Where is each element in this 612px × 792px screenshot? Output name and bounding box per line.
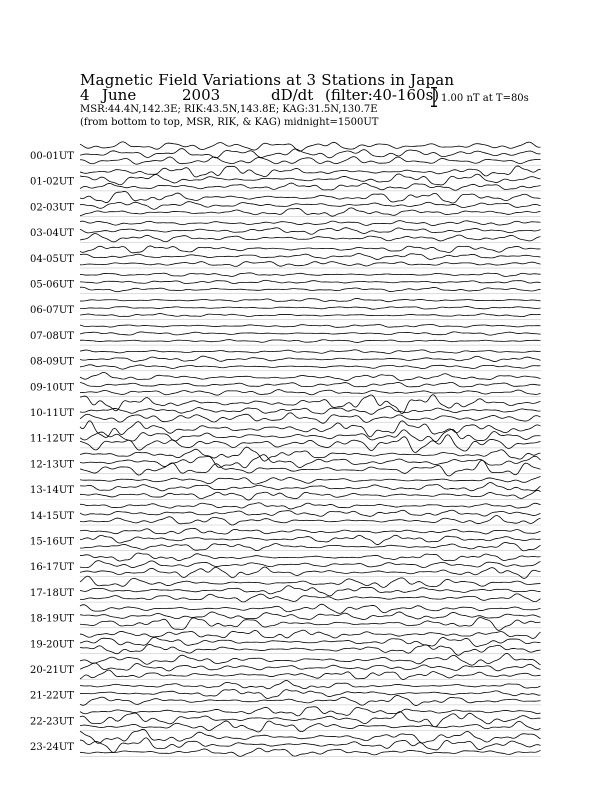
trace-kag <box>80 166 541 177</box>
trace-rik <box>80 149 541 158</box>
trace-kag <box>80 447 541 461</box>
date-year: 2003 <box>182 86 221 104</box>
trace-kag <box>80 372 541 380</box>
trace-msr <box>80 183 541 190</box>
date-month: June <box>102 86 137 104</box>
trace-rik <box>80 174 541 185</box>
trace-msr <box>80 594 541 602</box>
trace-rik <box>80 332 541 335</box>
trace-rik <box>80 586 541 596</box>
trace-kag <box>80 298 541 301</box>
trace-msr <box>80 516 541 525</box>
hour-label: 10-11UT <box>30 408 74 419</box>
trace-rik <box>80 254 541 260</box>
hour-label: 12-13UT <box>30 459 74 471</box>
hour-label: 02-03UT <box>30 202 74 214</box>
trace-kag <box>80 654 541 666</box>
hour-label: 01-02UT <box>30 176 74 188</box>
hour-label: 11-12UT <box>30 433 74 445</box>
trace-kag <box>80 350 541 354</box>
trace-order-note: (from bottom to top, MSR, RIK, & KAG) midnight=1500UT <box>80 117 379 128</box>
trace-rik <box>80 202 541 210</box>
trace-msr <box>80 670 541 679</box>
trace-msr <box>80 696 541 706</box>
trace-kag <box>80 273 541 277</box>
hour-label: 08-09UT <box>30 356 74 368</box>
station-coordinates: MSR:44.4N,142.3E; RIK:43.5N,143.8E; KAG:31.5N,130.7E <box>80 104 378 115</box>
quantity-label: dD/dt <box>271 86 314 104</box>
trace-msr <box>80 390 541 396</box>
filter-label: (filter:40-160s) <box>325 86 440 104</box>
trace-rik <box>80 280 541 283</box>
trace-kag <box>80 576 541 587</box>
trace-kag <box>80 246 541 253</box>
trace-msr <box>80 543 541 551</box>
trace-kag <box>80 476 541 484</box>
trace-rik <box>80 429 541 441</box>
hour-label: 18-19UT <box>30 613 74 625</box>
trace-kag <box>80 324 541 327</box>
trace-msr <box>80 262 541 267</box>
trace-rik <box>80 455 541 468</box>
trace-kag <box>80 142 541 151</box>
trace-msr <box>80 157 541 164</box>
hour-label: 03-04UT <box>30 228 74 240</box>
scale-label: 1.00 nT at T=80s <box>441 93 529 104</box>
hour-label: 22-23UT <box>30 716 74 728</box>
trace-rik <box>80 356 541 361</box>
trace-rik <box>80 382 541 386</box>
hour-label: 19-20UT <box>30 639 74 651</box>
trace-msr <box>80 435 541 453</box>
trace-kag <box>80 528 541 534</box>
trace-msr <box>80 413 541 424</box>
trace-kag <box>80 604 541 613</box>
hour-label: 05-06UT <box>30 279 74 291</box>
trace-msr <box>80 365 541 369</box>
hour-label: 07-08UT <box>30 330 74 342</box>
chart-title: Magnetic Field Variations at 3 Stations in Japan <box>80 71 455 89</box>
trace-msr <box>80 287 541 292</box>
trace-kag <box>80 707 541 716</box>
trace-msr <box>80 234 541 242</box>
trace-msr <box>80 490 541 500</box>
hour-label: 06-07UT <box>30 305 74 317</box>
trace-rik <box>80 690 541 699</box>
date-day: 4 <box>80 86 90 104</box>
trace-msr <box>80 567 541 578</box>
hour-label: 13-14UT <box>30 485 74 497</box>
trace-msr <box>80 314 541 317</box>
trace-rik <box>80 307 541 310</box>
trace-kag <box>80 553 541 561</box>
trace-kag <box>80 191 541 203</box>
trace-kag <box>80 630 541 638</box>
trace-msr <box>80 208 541 216</box>
hour-label: 14-15UT <box>30 510 74 522</box>
trace-rik <box>80 612 541 620</box>
hour-label: 04-05UT <box>30 253 74 265</box>
trace-rik <box>80 228 541 235</box>
trace-rik <box>80 738 541 753</box>
hour-label: 00-01UT <box>30 151 74 162</box>
hour-label: 09-10UT <box>30 382 74 394</box>
hour-label: 17-18UT <box>30 587 74 599</box>
trace-kag <box>80 729 541 743</box>
hour-label: 16-17UT <box>30 562 74 574</box>
trace-msr <box>80 748 541 756</box>
trace-rik <box>80 561 541 568</box>
trace-kag <box>80 503 541 509</box>
trace-kag <box>80 681 541 689</box>
trace-rik <box>80 712 541 727</box>
trace-rik <box>80 510 541 516</box>
trace-kag <box>80 221 541 226</box>
hour-label: 15-16UT <box>30 536 74 548</box>
trace-rik <box>80 535 541 544</box>
hour-label: 20-21UT <box>30 665 74 676</box>
trace-kag <box>80 421 541 438</box>
hour-label: 21-22UT <box>30 690 74 702</box>
trace-rik <box>80 483 541 491</box>
trace-rik <box>80 406 541 414</box>
trace-rik <box>80 637 541 646</box>
trace-msr <box>80 340 541 343</box>
hour-label: 23-24UT <box>30 742 74 754</box>
